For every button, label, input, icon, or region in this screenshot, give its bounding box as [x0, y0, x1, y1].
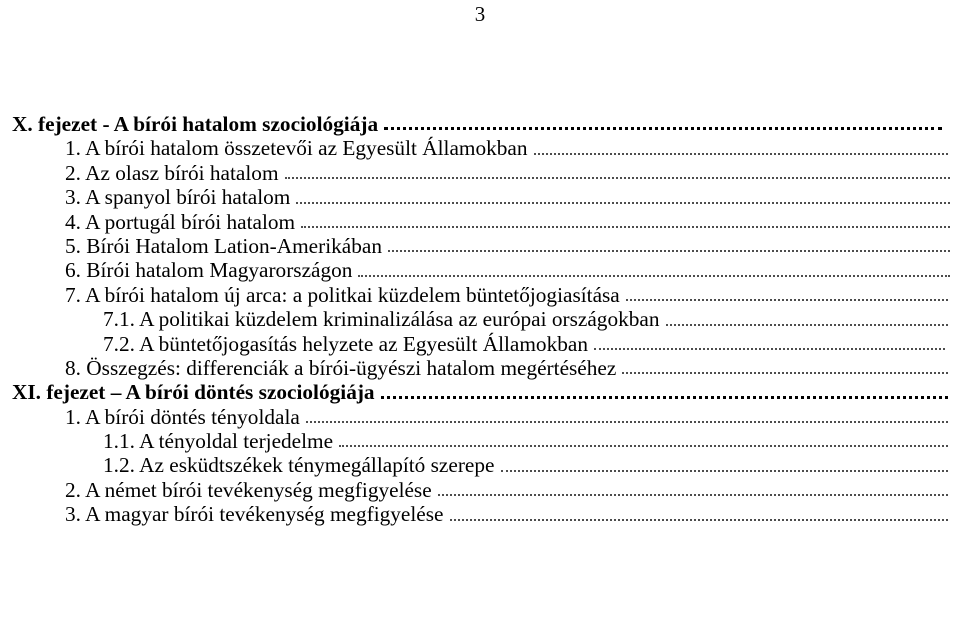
- toc-entry-title: 7.1. A politikai küzdelem kriminalizálása az európai országokban: [103, 307, 660, 332]
- toc-entry[interactable]: [0, 307, 960, 331]
- toc-entry-title: 1.2. Az esküdtszékek ténymegállapító szerepe: [103, 453, 495, 478]
- toc-dot-leader: [388, 250, 950, 252]
- toc-dot-leader: [594, 348, 945, 350]
- toc-dot-leader: [450, 519, 948, 521]
- toc-entry[interactable]: [0, 356, 960, 380]
- toc-entry-title: 5. Bírói Hatalom Lation-Amerikában: [65, 233, 382, 258]
- toc-entry[interactable]: [0, 405, 960, 429]
- toc-dot-leader: [666, 324, 948, 326]
- toc-entry-title: 1. A bírói hatalom összetevői az Egyesült Államokban: [65, 136, 528, 161]
- toc-entry[interactable]: [0, 161, 960, 185]
- toc-entry-title: 7. A bírói hatalom új arca: a politkai küzdelem büntetőjogiasítása: [65, 282, 620, 307]
- toc-dot-leader: [438, 494, 948, 496]
- toc-entry-title: 3. A spanyol bírói hatalom: [65, 185, 291, 210]
- toc-entry-title: 2. A német bírói tevékenység megfigyelése: [65, 477, 432, 502]
- toc-entry-title: 7.2. A büntetőjogasítás helyzete az Egyesült Államokban: [103, 331, 588, 356]
- toc-dot-leader: [534, 153, 948, 155]
- toc-entry[interactable]: [0, 283, 960, 307]
- toc-dot-leader: [285, 177, 950, 179]
- toc-entry[interactable]: [0, 453, 960, 477]
- toc-dot-leader: [296, 202, 950, 204]
- toc-chapter-heading[interactable]: [0, 380, 960, 404]
- toc-dot-leader: [501, 470, 948, 472]
- toc-entry[interactable]: [0, 185, 960, 209]
- toc-dot-leader: [626, 299, 948, 301]
- toc-chapter-heading[interactable]: [0, 112, 960, 136]
- toc-entry[interactable]: [0, 234, 960, 258]
- toc-entry[interactable]: [0, 258, 960, 282]
- toc-entry-title: 2. Az olasz bírói hatalom: [65, 160, 279, 185]
- page-number: 3: [474, 2, 486, 26]
- toc-entry[interactable]: [0, 478, 960, 502]
- table-of-contents: [0, 112, 960, 527]
- toc-entry-title: 4. A portugál bírói hatalom: [65, 209, 296, 234]
- toc-entry[interactable]: [0, 502, 960, 526]
- toc-entry-title: XI. fejezet – A bírói döntés szociológiája: [12, 380, 375, 405]
- toc-dot-leader: [622, 372, 948, 374]
- toc-entry-title: 1. A bírói döntés tényoldala: [65, 404, 300, 429]
- toc-entry-title: 8. Összegzés: differenciák a bírói-ügyészi hatalom megértéséhez: [65, 355, 617, 380]
- toc-entry[interactable]: [0, 210, 960, 234]
- toc-dot-leader: [358, 275, 950, 277]
- toc-entry-title: 1.1. A tényoldal terjedelme: [103, 429, 334, 454]
- toc-entry-title: 6. Bírói hatalom Magyarországon: [65, 258, 353, 283]
- toc-entry[interactable]: [0, 332, 960, 356]
- toc-entry-title: X. fejezet - A bírói hatalom szociológiája: [12, 112, 379, 136]
- toc-dot-leader: [306, 421, 948, 423]
- toc-dot-leader: [301, 226, 950, 228]
- toc-entry-title: 3. A magyar bírói tevékenység megfigyelése: [65, 502, 444, 527]
- toc-dot-leader: [339, 445, 948, 447]
- toc-dot-leader: [384, 127, 942, 130]
- toc-entry[interactable]: [0, 429, 960, 453]
- toc-dot-leader: [381, 396, 948, 399]
- toc-entry[interactable]: [0, 136, 960, 160]
